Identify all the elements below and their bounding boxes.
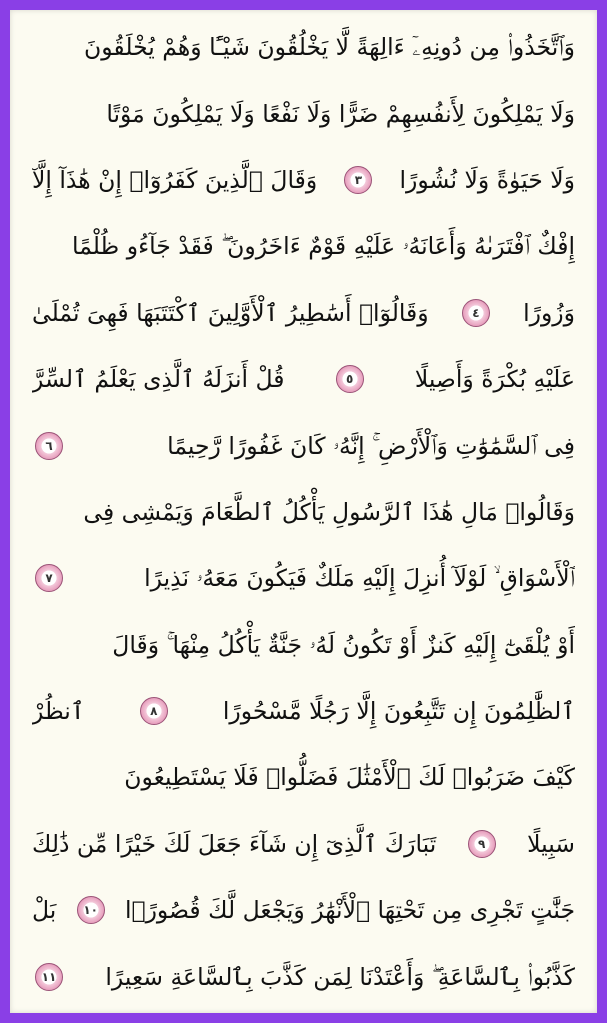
verse-line	[32, 612, 575, 678]
verse-line	[32, 14, 575, 80]
verse-text: ٱلْأَسْوَاقِ ۙ لَوْلَآ أُنزِلَ إِلَيْهِ مَلَكٌ فَيَكُونَ مَعَهُۥ نَذِيرًا	[144, 564, 575, 593]
verse-line	[32, 280, 575, 346]
ayah-number-marker: ١١	[35, 963, 63, 991]
verse-text: كَذَّبُوا۟ بِٱلسَّاعَةِ ۖ وَأَعْتَدْنَا لِمَن كَذَّبَ بِٱلسَّاعَةِ سَعِيرًا	[105, 962, 575, 991]
verse-text: وَزُورًا	[523, 298, 575, 327]
verse-text: أَوْ يُلْقَىٰٓ إِلَيْهِ كَنزٌ أَوْ تَكُونُ لَهُۥ جَنَّةٌ يَأْكُلُ مِنْهَا ۚ وَقَالَ	[112, 630, 575, 659]
verse-text: وَلَا حَيَوٰةً وَلَا نُشُورًا	[399, 165, 575, 194]
verse-line	[32, 412, 575, 478]
verse-text: وَقَالُوا۟ مَالِ هَٰذَا ٱلرَّسُولِ يَأْكُلُ ٱلطَّعَامَ وَيَمْشِى فِى	[83, 497, 575, 526]
verse-text: وَلَا يَمْلِكُونَ لِأَنفُسِهِمْ ضَرًّا وَلَا نَفْعًا وَلَا يَمْلِكُونَ مَوْتًا	[106, 99, 575, 128]
verse-text: إِفْكٌ ٱفْتَرَىٰهُ وَأَعَانَهُۥ عَلَيْهِ قَوْمٌ ءَاخَرُونَ ۖ فَقَدْ جَآءُو ظُلْمًا	[72, 232, 575, 261]
verse-line	[32, 346, 575, 412]
verse-line	[32, 678, 575, 744]
verse-text: قُلْ أَنزَلَهُ ٱلَّذِى يَعْلَمُ ٱلسِّرَّ	[32, 365, 285, 394]
verse-line	[32, 744, 575, 810]
ayah-number-marker: ٧	[35, 564, 63, 592]
verse-text: وَقَالَ ٱلَّذِينَ كَفَرُوٓا۟ إِنْ هَٰذَآ إِلَّآ	[32, 165, 318, 194]
ayah-number-marker: ٨	[140, 697, 168, 725]
ayah-number-marker: ١٠	[77, 896, 105, 924]
verse-line	[32, 80, 575, 146]
ayah-number-marker: ٩	[468, 830, 496, 858]
verse-text: سَبِيلًا	[527, 829, 575, 858]
verse-text: وَقَالُوٓا۟ أَسَٰطِيرُ ٱلْأَوَّلِينَ ٱكْتَتَبَهَا فَهِىَ تُمْلَىٰ	[32, 298, 429, 327]
verse-text: فِى ٱلسَّمَٰوَٰتِ وَٱلْأَرْضِ ۚ إِنَّهُۥ كَانَ غَفُورًا رَّحِيمًا	[167, 431, 575, 460]
verse-text: عَلَيْهِ بُكْرَةً وَأَصِيلًا	[414, 365, 575, 394]
verse-line	[32, 479, 575, 545]
verse-line	[32, 811, 575, 877]
verse-text: ٱنظُرْ	[32, 697, 85, 726]
verse-text: جَنَّٰتٍ تَجْرِى مِن تَحْتِهَا ٱلْأَنْهَٰرُ وَيَجْعَل لَّكَ قُصُورًۢا	[124, 896, 575, 925]
ayah-number-marker: ٣	[344, 166, 372, 194]
verse-line	[32, 213, 575, 279]
verse-lines	[32, 14, 575, 1010]
verse-line	[32, 545, 575, 611]
ayah-number-marker: ٦	[35, 432, 63, 460]
verse-line	[32, 147, 575, 213]
ayah-number-marker: ٥	[336, 365, 364, 393]
mushaf-page	[10, 10, 597, 1013]
verse-text: تَبَارَكَ ٱلَّذِىٓ إِن شَآءَ جَعَلَ لَكَ خَيْرًا مِّن ذَٰلِكَ	[32, 829, 437, 858]
verse-text: بَلْ	[32, 896, 57, 925]
verse-line	[32, 877, 575, 943]
verse-text: ٱلظَّٰلِمُونَ إِن تَتَّبِعُونَ إِلَّا رَجُلًا مَّسْحُورًا	[222, 697, 575, 726]
verse-line	[32, 943, 575, 1009]
verse-text: كَيْفَ ضَرَبُوا۟ لَكَ ٱلْأَمْثَٰلَ فَضَلُّوا۟ فَلَا يَسْتَطِيعُونَ	[124, 763, 575, 792]
verse-text: وَٱتَّخَذُوا۟ مِن دُونِهِۦٓ ءَالِهَةً لَّا يَخْلُقُونَ شَيْـًٔا وَهُمْ يُخْلَقُونَ	[84, 33, 575, 62]
ayah-number-marker: ٤	[462, 299, 490, 327]
